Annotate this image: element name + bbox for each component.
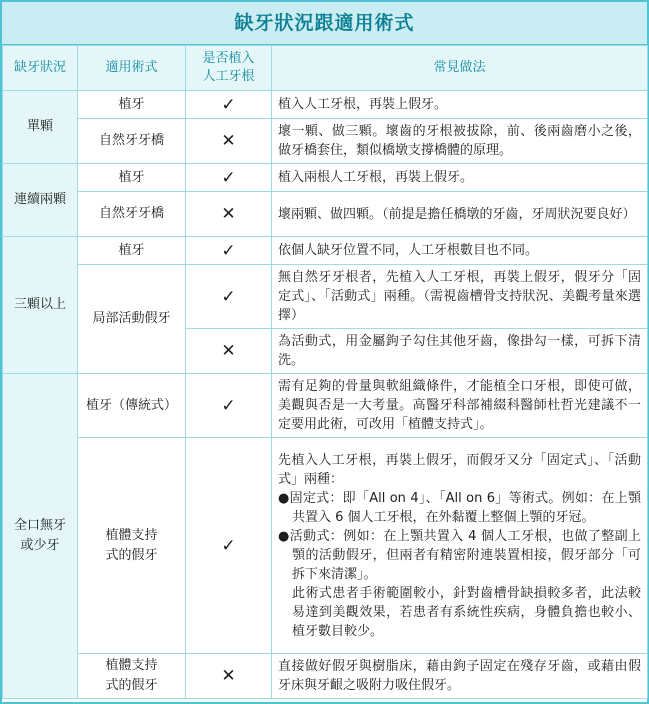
table-row bbox=[3, 438, 648, 654]
check-icon: ✓ bbox=[186, 265, 272, 329]
header-row bbox=[3, 46, 648, 91]
practice-cell: 壞一顆、做三顆。壞齒的牙根被拔除，前、後兩齒磨小之後，做牙橋套住，類似橋墩支撐橋體的原理。 bbox=[272, 119, 648, 164]
cross-icon: ✕ bbox=[186, 654, 272, 699]
technique-cell bbox=[78, 654, 186, 699]
cross-icon: ✕ bbox=[186, 119, 272, 164]
header-implant bbox=[186, 46, 272, 91]
check-icon: ✓ bbox=[186, 438, 272, 654]
condition-cell: 三顆以上 bbox=[3, 237, 78, 374]
technique-cell: 植牙 bbox=[78, 91, 186, 119]
technique-cell: 自然牙牙橋 bbox=[78, 119, 186, 164]
practice-cell: 依個人缺牙位置不同，人工牙根數目也不同。 bbox=[272, 237, 648, 265]
practice-cell: 植入兩根人工牙根，再裝上假牙。 bbox=[272, 164, 648, 192]
condition-cell: 單顆 bbox=[3, 91, 78, 164]
practice-cell: 無自然牙牙根者，先植入人工牙根，再裝上假牙，假牙分「固定式」、「活動式」兩種。（需視齒槽骨支持狀況、美觀考量來選擇） bbox=[272, 265, 648, 329]
practice-intro: 先植入人工牙根，再裝上假牙，而假牙又分「固定式」、「活動式」兩種： bbox=[278, 452, 641, 487]
header-implant-label: 是否植入人工牙根 bbox=[202, 51, 255, 84]
technique-cell: 自然牙牙橋 bbox=[78, 192, 186, 237]
check-icon: ✓ bbox=[186, 91, 272, 119]
condition-label: 全口無牙或少牙 bbox=[13, 518, 66, 553]
practice-cell: 為活動式，用金屬鉤子勾住其他牙齒，像掛勾一樣，可拆下清洗。 bbox=[272, 329, 648, 374]
check-icon: ✓ bbox=[186, 237, 272, 265]
practice-cell bbox=[272, 438, 648, 654]
check-icon: ✓ bbox=[186, 374, 272, 438]
table-row bbox=[3, 265, 648, 329]
technique-cell bbox=[78, 438, 186, 654]
practice-cell: 需有足夠的骨量與軟組織條件，才能植全口牙根，即使可做，美觀與否是一大考量。高醫牙科部補綴科醫師杜哲光建議不一定要用此術，可改用「植體支持式」。 bbox=[272, 374, 648, 438]
header-condition: 缺牙狀況 bbox=[3, 46, 78, 91]
practice-cell: 植入人工牙根，再裝上假牙。 bbox=[272, 91, 648, 119]
technique-cell: 局部活動假牙 bbox=[78, 265, 186, 374]
treatment-table bbox=[2, 45, 648, 699]
cross-icon: ✕ bbox=[186, 192, 272, 237]
practice-note: 此術式患者手術範圍較小，針對齒槽骨缺損較多者，此法較易達到美觀效果，若患者有系統性疾病，身體負擔也較小、植牙數目較少。 bbox=[292, 585, 641, 639]
technique-label: 植體支持式的假牙 bbox=[105, 658, 158, 693]
table-row bbox=[3, 654, 648, 699]
table-row bbox=[3, 164, 648, 192]
cross-icon: ✕ bbox=[186, 329, 272, 374]
condition-cell: 連續兩顆 bbox=[3, 164, 78, 237]
table-row bbox=[3, 192, 648, 237]
table-row bbox=[3, 237, 648, 265]
table-row bbox=[3, 91, 648, 119]
technique-cell: 植牙（傳統式） bbox=[78, 374, 186, 438]
technique-label: 植體支持式的假牙 bbox=[105, 527, 158, 563]
practice-removable: ●活動式：例如：在上顎共置入 4 個人工牙根，也做了整副上顎的活動假牙，但兩者有精密附連裝置相接，假牙部分「可拆下來清潔」。 bbox=[278, 528, 641, 582]
practice-fixed: ●固定式：即「All on 4」、「All on 6」等術式。例如：在上顎共置入 6 個人工牙根，在外黏覆上整個上顎的牙冠。 bbox=[278, 490, 641, 525]
practice-cell: 壞兩顆、做四顆。（前提是擔任橋墩的牙齒，牙周狀況要良好） bbox=[272, 192, 648, 237]
header-technique: 適用術式 bbox=[78, 46, 186, 91]
table-row bbox=[3, 119, 648, 164]
table-row bbox=[3, 374, 648, 438]
technique-cell: 植牙 bbox=[78, 164, 186, 192]
condition-cell bbox=[3, 374, 78, 699]
table-title: 缺牙狀況跟適用術式 bbox=[2, 2, 647, 45]
check-icon: ✓ bbox=[186, 164, 272, 192]
technique-cell: 植牙 bbox=[78, 237, 186, 265]
header-practice: 常見做法 bbox=[272, 46, 648, 91]
practice-cell: 直接做好假牙與樹脂床，藉由鉤子固定在殘存牙齒，或藉由假牙床與牙齦之吸附力吸住假牙。 bbox=[272, 654, 648, 699]
